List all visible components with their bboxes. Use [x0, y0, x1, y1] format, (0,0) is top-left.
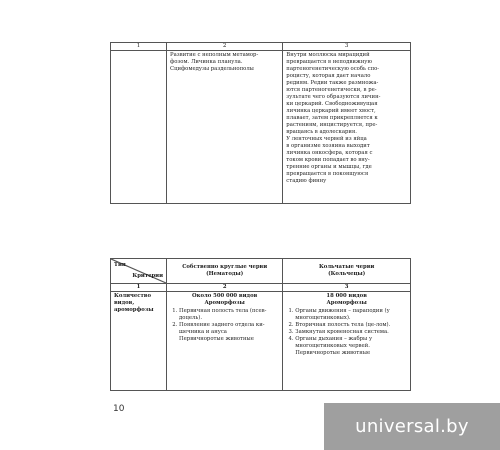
- text-line: растениям, инцистируется, пре-: [286, 122, 378, 128]
- text-line: ки церкарий. Свободноживущая: [286, 101, 378, 107]
- nematodes-note: Первичноротые животные: [179, 336, 254, 342]
- t2-num-1: 1: [111, 284, 167, 292]
- t2-header-nematodes: [167, 259, 283, 284]
- t2-cell-nematodes: [167, 292, 283, 391]
- annelids-species-count: 18 000 видов: [326, 293, 367, 299]
- t2-header-annelids-line1: Кольчатые черви: [318, 264, 375, 270]
- annelids-note: Первичноротые животные: [295, 350, 371, 356]
- text-line: превращается в неподвижную: [286, 59, 372, 65]
- t2-row-label: [111, 292, 167, 391]
- nematodes-aromorphoses-list: [170, 308, 279, 336]
- list-item: 4. Органы дыхания – жабры у многощетинковых червей.: [295, 336, 407, 350]
- t2-num-2: 2: [167, 284, 283, 292]
- t1-num-1: 1: [111, 43, 167, 51]
- watermark: universal.by: [324, 403, 500, 450]
- corner-label-criteria: Критерии: [132, 273, 164, 279]
- nematodes-aromorphoses-title: Ароморфозы: [204, 300, 245, 306]
- text-line: Развитие с неполным метамор-: [170, 52, 259, 58]
- table-1: [110, 42, 411, 204]
- text-line: тренние органы и мышцы, где: [286, 164, 372, 170]
- list-item: 3. Замкнутая кровеносная система.: [295, 329, 407, 336]
- t2-row-label-line1: Количество: [114, 293, 151, 299]
- annelids-aromorphoses-list: [286, 308, 407, 350]
- text-line: плавает, затем прикрепляется к: [286, 115, 378, 121]
- t1-cell-col2: [167, 51, 283, 204]
- t1-cell-col1: [111, 51, 167, 204]
- text-line: Сцифомедузы раздельнополы: [170, 66, 254, 72]
- t1-cell-col3: [283, 51, 411, 204]
- t2-row-label-line3: ароморфозы: [114, 307, 154, 313]
- text-line: в организме хозяина выходит: [286, 143, 370, 149]
- page-number: 10: [113, 404, 125, 414]
- text-line: У ленточных червей из яйца: [286, 136, 367, 142]
- text-line: редиям. Редии также размножа-: [286, 80, 379, 86]
- table-2-body-row: [111, 292, 411, 391]
- t2-header-annelids: [283, 259, 411, 284]
- text-line: партеногенетическую особь спо-: [286, 66, 380, 72]
- t2-header-nematodes-line2: (Нематоды): [206, 271, 244, 277]
- text-line: ются партеногенетически, в ре-: [286, 87, 377, 93]
- list-item: 2. Появление заднего отдела ки-шечника и ануса: [179, 322, 279, 336]
- table-2-header-row: [111, 259, 411, 284]
- t1-col2-text: [170, 52, 279, 73]
- annelids-aromorphoses-title: Ароморфозы: [326, 300, 367, 306]
- table-2-number-row: [111, 284, 411, 292]
- text-line: личинка онкосфера, которая с: [286, 150, 373, 156]
- nematodes-species-count: Около 500 000 видов: [192, 293, 258, 299]
- table-1-number-row: [111, 43, 411, 51]
- t2-header-annelids-line2: (Кольчецы): [328, 271, 366, 277]
- text-line: зультате чего образуются личин-: [286, 94, 381, 100]
- text-line: роцисту, которая дает начало: [286, 73, 371, 79]
- t2-num-3: 3: [283, 284, 411, 292]
- t2-corner-cell: [111, 259, 167, 284]
- table-2: [110, 258, 411, 391]
- text-line: Внутри моллюска мирацидий: [286, 52, 370, 58]
- table-1-body-row: [111, 51, 411, 204]
- corner-label-type: Тип: [114, 262, 126, 268]
- text-line: вращаясь в адолескария.: [286, 129, 357, 135]
- list-item: 1. Органы движения – параподии (у многощетинковых).: [295, 308, 407, 322]
- text-line: личинка церкарий имеет хвост,: [286, 108, 376, 114]
- t1-col3-text: [286, 52, 407, 185]
- t2-header-nematodes-line1: Собственно круглые черви: [182, 264, 268, 270]
- t2-cell-annelids: [283, 292, 411, 391]
- list-item: 2. Вторичная полость тела (це-лом).: [295, 322, 407, 329]
- text-line: фозом. Личинка планула.: [170, 59, 243, 65]
- t1-num-2: 2: [167, 43, 283, 51]
- text-line: током крови попадает во вну-: [286, 157, 370, 163]
- list-item: 1. Первичная полость тела (псев-доцель).: [179, 308, 279, 322]
- text-line: стадию финну: [286, 178, 327, 184]
- t2-row-label-line2: видов,: [114, 300, 135, 306]
- t1-num-3: 3: [283, 43, 411, 51]
- text-line: превращается в покоящуюся: [286, 171, 369, 177]
